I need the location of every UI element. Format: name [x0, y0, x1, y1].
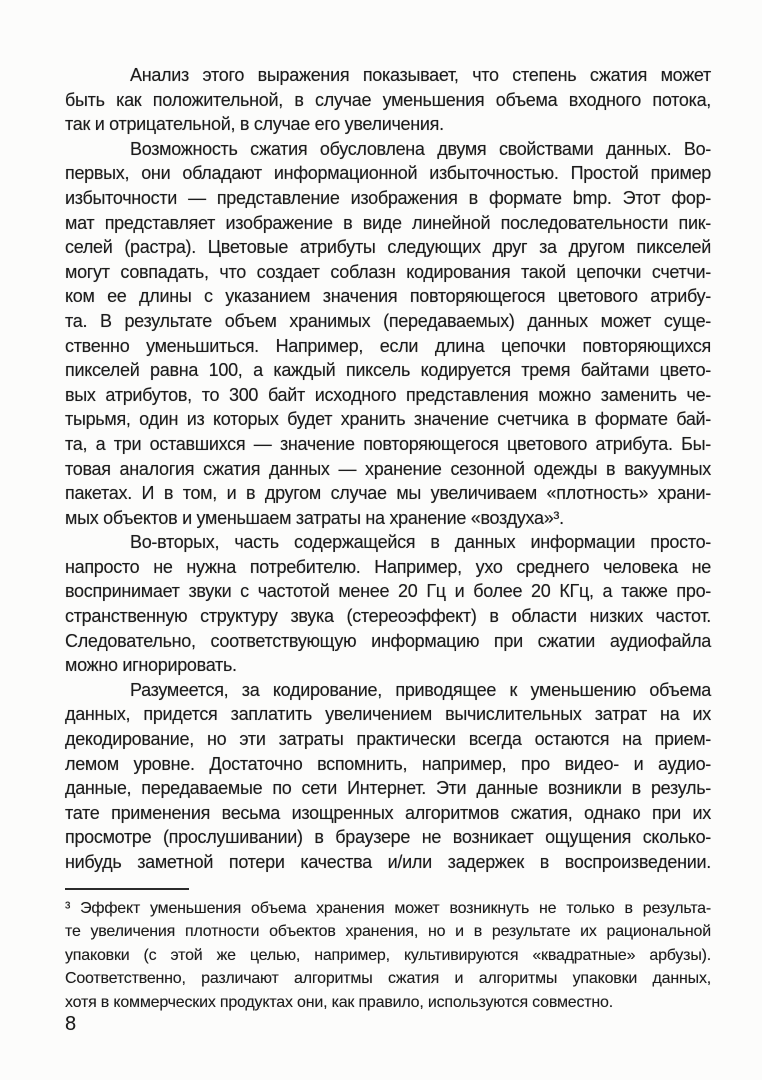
- text-line: Разумеется, за кодирование, приводящее к уменьшению объема: [130, 679, 711, 700]
- text-line: могут совпадать, что создает соблазн кодирования такой цепочки счетчи-: [65, 261, 711, 282]
- text-line: можно игнорировать.: [65, 655, 237, 676]
- footnote-line: хотя в коммерческих продуктах они, как правило, используются совместно.: [65, 993, 613, 1011]
- footnote-line: Соответственно, различают алгоритмы сжатия и алгоритмы упаковки данных,: [65, 970, 711, 988]
- text-line: Возможность сжатия обусловлена двумя свойствами данных. Во-: [130, 138, 711, 159]
- text-line: декодирование, но эти затраты практически всегда остаются на прием-: [65, 729, 711, 750]
- text-line: тате применения весьма изощренных алгоритмов сжатия, однако при их: [65, 802, 711, 823]
- text-line: нибудь заметной потери качества и/или задержек в воспроизведении.: [65, 852, 711, 872]
- paragraph: [65, 530, 711, 678]
- text-line: данные, передаваемые по сети Интернет. Эти данные возникли в резуль-: [65, 778, 711, 799]
- text-line: Анализ этого выражения показывает, что степень сжатия может: [130, 65, 711, 85]
- text-line: данных, придется заплатить увеличением вычислительных затрат на их: [65, 704, 711, 725]
- text-line: воспринимает звуки с частотой менее 20 Гц и более 20 КГц, а также про-: [65, 581, 711, 602]
- text-line: ком ее длины с указанием значения повторяющегося цветового атрибу-: [65, 286, 711, 307]
- text-line: мых объектов и уменьшаем затраты на хранение «воздуха»³.: [65, 507, 564, 528]
- text-line: быть как положительной, в случае уменьшения объема входного потока,: [65, 89, 711, 110]
- text-line: избыточности — представление изображения в формате bmp. Этот фор-: [65, 187, 711, 208]
- text-line: просмотре (прослушивании) в браузере не возникает ощущения сколько-: [65, 827, 711, 848]
- text-line: ственно уменьшиться. Например, если длина цепочки повторяющихся: [65, 335, 711, 356]
- paragraph: [65, 137, 711, 531]
- text-line: Во-вторых, часть содержащейся в данных информации просто-: [130, 532, 711, 553]
- footnote-line: упаковки (с этой же целью, например, культивируются «квадратные» арбузы).: [65, 946, 711, 964]
- footnote: [65, 897, 711, 1014]
- page-number: 8: [65, 1013, 77, 1035]
- text-line: та, а три оставшихся — значение повторяющегося цветового атрибута. Бы-: [65, 433, 711, 454]
- text-line: Следовательно, соответствующую информацию при сжатии аудиофайла: [65, 630, 711, 651]
- paragraph: [65, 63, 711, 137]
- paragraph: [65, 678, 711, 875]
- text-line: селей (растра). Цветовые атрибуты следующих друг за другом пикселей: [65, 237, 711, 258]
- footnote-separator: [65, 888, 189, 890]
- text-line: вых атрибутов, то 300 байт исходного представления можно заменить че-: [65, 384, 711, 405]
- text-line: пикселей равна 100, а каждый пиксель кодируется тремя байтами цвето-: [65, 360, 711, 381]
- body-text: [65, 63, 711, 875]
- text-line: так и отрицательной, в случае его увеличения.: [65, 114, 444, 135]
- text-line: напросто не нужна потребителю. Например, ухо среднего человека не: [65, 556, 711, 577]
- text-line: первых, они обладают информационной избыточностью. Простой пример: [65, 163, 711, 184]
- text-line: лемом уровне. Достаточно вспомнить, например, про видео- и аудио-: [65, 753, 711, 774]
- text-line: пакетах. И в том, и в другом случае мы увеличиваем «плотность» храни-: [65, 483, 711, 504]
- text-line: товая аналогия сжатия данных — хранение сезонной одежды в вакуумных: [65, 458, 711, 479]
- footnote-line: те увеличения плотности объектов хранения, но и в результате их рациональной: [65, 923, 711, 941]
- text-line: мат представляет изображение в виде линейной последовательности пик-: [65, 212, 711, 233]
- text-line: странственную структуру звука (стереоэффект) в области низких частот.: [65, 606, 711, 627]
- text-line: та. В результате объем хранимых (передаваемых) данных может суще-: [65, 310, 711, 331]
- footnote-line: ³ Эффект уменьшения объема хранения может возникнуть не только в результа-: [65, 900, 711, 917]
- text-line: тырьмя, один из которых будет хранить значение счетчика в формате бай-: [65, 409, 711, 430]
